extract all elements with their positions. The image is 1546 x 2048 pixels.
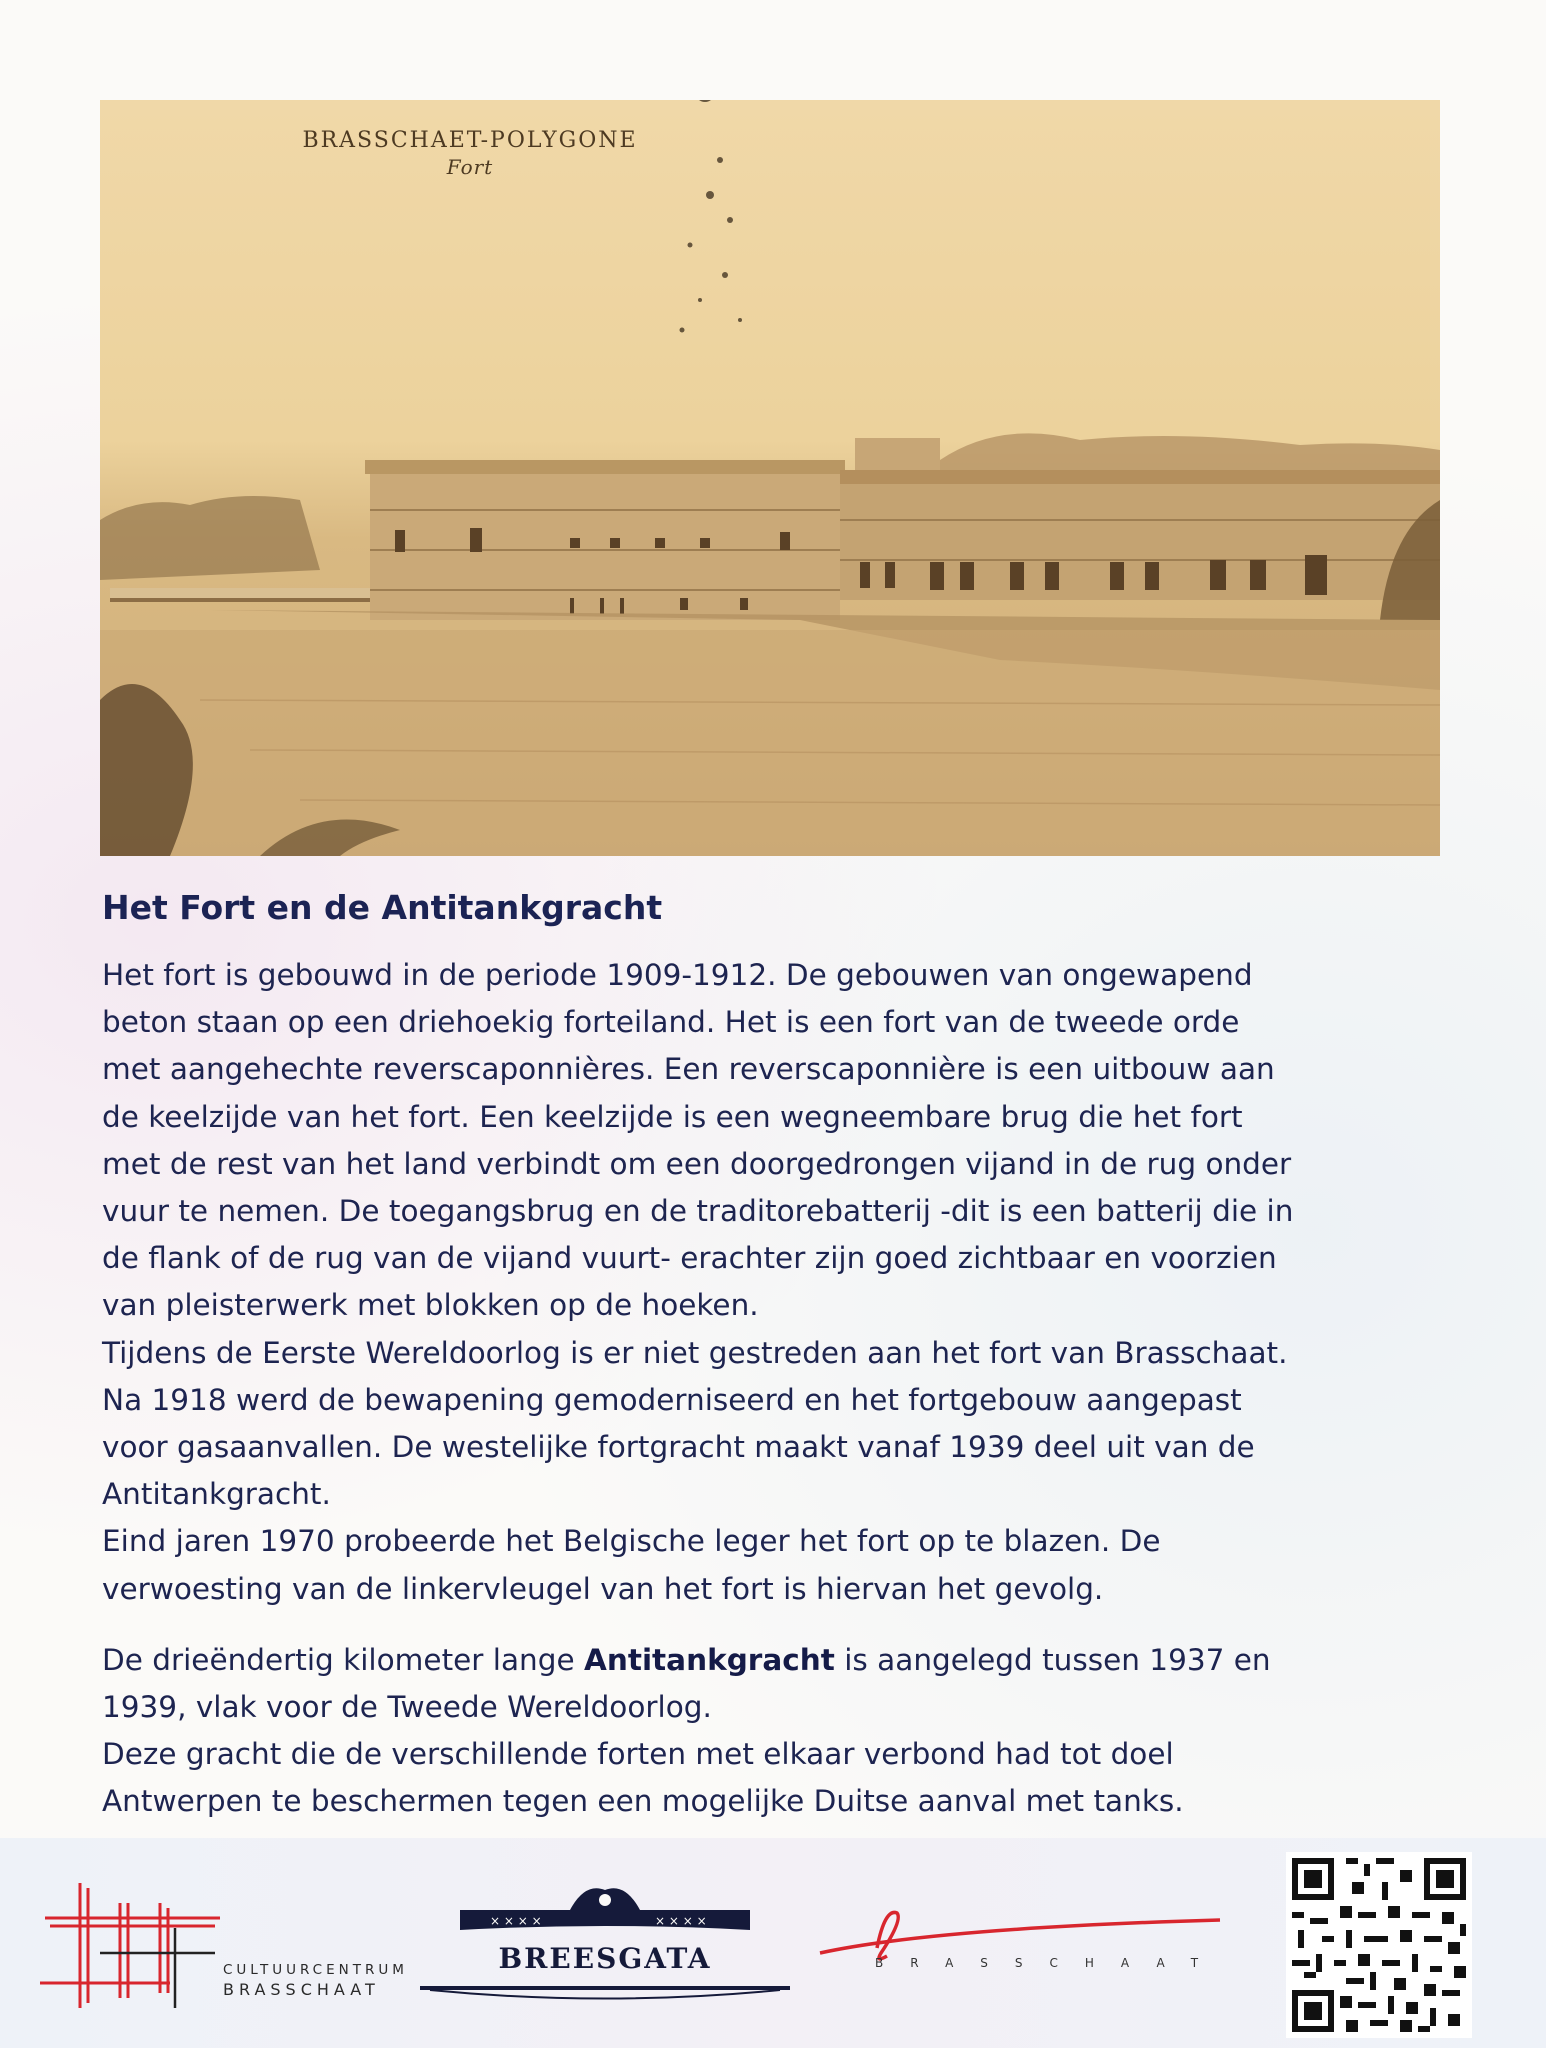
fort-illustration: [100, 100, 1440, 856]
cultuurcentrum-text: [223, 1960, 408, 2000]
brasschaat-logo: [815, 1898, 1235, 1998]
text-line: Eind jaren 1970 probeerde het Belgische leger het fort op te blazen. De: [102, 1524, 1161, 1559]
text-line: Antitankgracht.: [102, 1477, 331, 1512]
photo-caption: [260, 128, 680, 179]
text-line: Deze gracht die de verschillende forten met elkaar verbond had tot doel: [102, 1737, 1174, 1772]
historic-fort-photo: [100, 100, 1440, 856]
text-line: de flank of de rug van de vijand vuurt- erachter zijn goed zichtbaar en voorzien: [102, 1241, 1277, 1276]
cc-line-2: BRASSCHAAT: [223, 1980, 380, 1999]
qr-code[interactable]: [1286, 1852, 1472, 2038]
breesgata-name: BREESGATA: [498, 1942, 712, 1975]
cultuurcentrum-logo: [40, 1868, 420, 2018]
text-line: 1939, vlak voor de Tweede Wereldoorlog.: [102, 1690, 712, 1725]
text-line: verwoesting van de linkervleugel van het fort is hiervan het gevolg.: [102, 1571, 1104, 1606]
text-line: voor gasaanvallen. De westelijke fortgracht maakt vanaf 1939 deel uit van de: [102, 1430, 1255, 1465]
brasschaat-text: BRASSCHAAT: [875, 1956, 1226, 1970]
caption-title: BRASSCHAET-POLYGONE: [302, 128, 638, 153]
text-line: Na 1918 werd de bewapening gemoderniseerd en het fortgebouw aangepast: [102, 1382, 1242, 1417]
qr-code-icon[interactable]: [1286, 1852, 1472, 2038]
text-line: de keelzijde van het fort. Een keelzijde is een wegneembare brug die het fort: [102, 1099, 1243, 1134]
brasschaat-swoosh-icon: [815, 1898, 1235, 1998]
paragraph-fort: [102, 952, 1442, 1613]
text-line: van pleisterwerk met blokken op de hoeken.: [102, 1288, 759, 1323]
caption-subtitle: Fort: [446, 155, 494, 179]
breesgata-logo: [420, 1882, 790, 2012]
text-line: Tijdens de Eerste Wereldoorlog is er niet gestreden aan het fort van Brasschaat.: [102, 1335, 1288, 1370]
text-line: beton staan op een driehoekig forteiland. Het is een fort van de tweede orde: [102, 1005, 1240, 1040]
svg-text:× × × ×: × × × ×: [655, 1914, 707, 1928]
text-line-part: De drieëndertig kilometer lange: [102, 1642, 585, 1677]
bold-term: Antitankgracht: [584, 1642, 835, 1677]
footer-logos: [0, 1838, 1546, 2048]
page-title: Het Fort en de Antitankgracht: [102, 888, 663, 927]
cc-line-1: CULTUURCENTRUM: [223, 1962, 408, 1978]
text-line: met de rest van het land verbindt om een doorgedrongen vijand in de rug onder: [102, 1146, 1292, 1181]
text-line-part: is aangelegd tussen 1937 en: [834, 1642, 1271, 1677]
article-body: [102, 952, 1442, 1826]
text-line: Antwerpen te beschermen tegen een mogelijke Duitse aanval met tanks.: [102, 1784, 1184, 1819]
paragraph-antitankgracht: [102, 1637, 1442, 1826]
text-line: vuur te nemen. De toegangsbrug en de traditorebatterij -dit is een batterij die in: [102, 1194, 1294, 1229]
svg-text:× × × ×: × × × ×: [490, 1914, 542, 1928]
text-line: Het fort is gebouwd in de periode 1909-1912. De gebouwen van ongewapend: [102, 958, 1253, 992]
text-line: met aangehechte reverscaponnières. Een reverscaponnière is een uitbouw aan: [102, 1052, 1275, 1087]
